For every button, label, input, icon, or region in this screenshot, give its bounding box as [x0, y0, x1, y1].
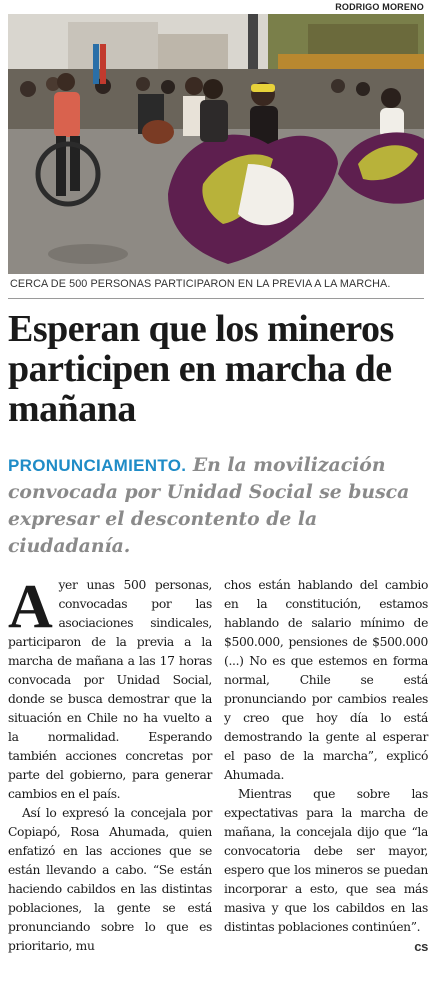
paragraph-4-text: Mientras que sobre las expectativas para la marcha de mañana, la concejala dijo que “la convocatoria debe ser mayor, espero que los mineros se puedan incorporar a esto, que sea más masiva y que los cabildos en las distintas poblaciones continúen”.: [224, 787, 428, 934]
paragraph-1: [8, 573, 212, 804]
lead-paragraph: [8, 452, 428, 560]
column-right: [224, 576, 428, 956]
photo-credit: RODRIGO MORENO: [335, 2, 424, 12]
lead-text: En la movilización convocada por Unidad Social se busca expresar el descontento de la ciudadanía.: [8, 454, 410, 557]
paragraph-3: chos están hablando del cambio en la constitución, estamos hablando de salario mínimo de $500.000, pensiones de $500.000 (...) No es que estemos en forma normal, Chile se está pronunciando por cambios reales y creo que hoy día lo está demostrando la gente al esperar el paso de la marcha”, explicó Ahumada.: [224, 578, 428, 782]
news-photo: [8, 14, 424, 274]
paragraph-1-text: yer unas 500 personas, convocadas por las asociaciones sindicales, participaron de la previa a la marcha de mañana a las 17 horas convocada por Unidad Social, donde se busca demostrar que la situación en Chile no ha vuelto a la normalidad. Esperando también acciones concretas por parte del gobierno, para generar cambios en el país.: [8, 578, 212, 801]
end-mark-icon: cs: [414, 939, 428, 954]
paragraph-2: Así lo expresó la concejala por Copiapó, Rosa Ahumada, quien enfatizó en las acciones que se están llevando a cabo. “Se están haciendo cabildos en las distintas poblaciones, la gente se está pronunciando sobre lo que es prioritario, mu: [8, 806, 212, 953]
article-body: [8, 573, 428, 978]
lead-kicker: PRONUNCIAMIENTO.: [8, 456, 187, 475]
drop-cap: A: [8, 573, 53, 641]
headline: Esperan que los mineros participen en marcha de mañana: [8, 308, 394, 430]
paragraph-4: [224, 785, 428, 954]
column-left: [8, 573, 212, 956]
divider: [8, 298, 424, 299]
photo-caption: CERCA DE 500 PERSONAS PARTICIPARON EN LA PREVIA A LA MARCHA.: [10, 278, 391, 290]
